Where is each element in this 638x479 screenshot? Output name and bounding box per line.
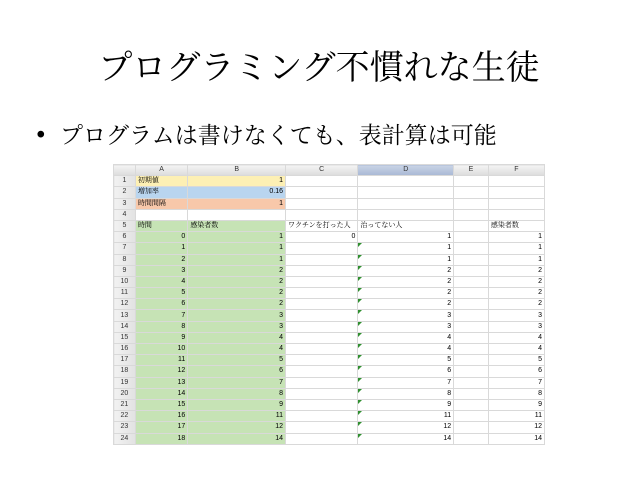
row-number[interactable]: 2 <box>114 187 136 198</box>
table-row <box>114 377 545 388</box>
row-number[interactable]: 21 <box>114 399 136 410</box>
table-row <box>114 187 545 198</box>
cell-d[interactable]: 4 <box>358 332 454 343</box>
cell-b[interactable]: 1 <box>188 198 286 209</box>
table-row <box>114 243 545 254</box>
row-number[interactable]: 17 <box>114 355 136 366</box>
cell-d[interactable]: 12 <box>358 422 454 433</box>
table-row <box>114 276 545 287</box>
table-row <box>114 209 545 220</box>
table-row <box>114 399 545 410</box>
cell-c[interactable] <box>286 332 358 343</box>
row-number[interactable]: 14 <box>114 321 136 332</box>
cell-b[interactable]: 3 <box>188 310 286 321</box>
cell-c[interactable] <box>286 355 358 366</box>
cell-c[interactable]: ワクチンを打った人 <box>286 220 358 231</box>
cell-a[interactable]: 0 <box>135 232 187 243</box>
cell-b[interactable]: 14 <box>188 433 286 444</box>
cell-f[interactable] <box>488 187 544 198</box>
cell-e[interactable] <box>454 399 489 410</box>
cell-f[interactable]: 7 <box>488 377 544 388</box>
cell-d[interactable]: 3 <box>358 321 454 332</box>
cell-f[interactable]: 4 <box>488 332 544 343</box>
cell-b[interactable]: 2 <box>188 276 286 287</box>
cell-e[interactable] <box>454 355 489 366</box>
cell-d[interactable]: 1 <box>358 243 454 254</box>
cell-f[interactable]: 1 <box>488 254 544 265</box>
row-number[interactable]: 10 <box>114 276 136 287</box>
cell-c[interactable] <box>286 321 358 332</box>
cell-f[interactable] <box>488 198 544 209</box>
cell-a[interactable]: 4 <box>135 276 187 287</box>
cell-e[interactable] <box>454 232 489 243</box>
cell-c[interactable] <box>286 299 358 310</box>
cell-c[interactable] <box>286 388 358 399</box>
cell-e[interactable] <box>454 176 489 187</box>
row-number[interactable]: 9 <box>114 265 136 276</box>
cell-a[interactable]: 7 <box>135 310 187 321</box>
row-number[interactable]: 24 <box>114 433 136 444</box>
cell-a[interactable]: 時間 <box>135 220 187 231</box>
cell-e[interactable] <box>454 366 489 377</box>
table-row <box>114 332 545 343</box>
cell-e[interactable] <box>454 433 489 444</box>
cell-f[interactable] <box>488 176 544 187</box>
cell-a[interactable]: 17 <box>135 422 187 433</box>
cell-b[interactable]: 感染者数 <box>188 220 286 231</box>
cell-c[interactable] <box>286 187 358 198</box>
table-row <box>114 411 545 422</box>
cell-c[interactable] <box>286 366 358 377</box>
cell-a[interactable]: 6 <box>135 299 187 310</box>
cell-d[interactable]: 1 <box>358 232 454 243</box>
cell-f[interactable]: 2 <box>488 288 544 299</box>
cell-a[interactable]: 16 <box>135 411 187 422</box>
cell-f[interactable]: 6 <box>488 366 544 377</box>
cell-c[interactable] <box>286 344 358 355</box>
table-row <box>114 198 545 209</box>
cell-c[interactable] <box>286 399 358 410</box>
cell-f[interactable]: 2 <box>488 299 544 310</box>
column-header-a[interactable]: A <box>135 165 187 176</box>
cell-c[interactable] <box>286 411 358 422</box>
bullet-dot: • <box>34 123 48 149</box>
cell-e[interactable] <box>454 243 489 254</box>
cell-c[interactable] <box>286 433 358 444</box>
spreadsheet-body <box>114 176 545 445</box>
slide-title: プログラミング不慣れな生徒 <box>98 48 540 88</box>
cell-c[interactable] <box>286 265 358 276</box>
cell-d[interactable]: 14 <box>358 433 454 444</box>
cell-c[interactable] <box>286 422 358 433</box>
cell-a[interactable]: 11 <box>135 355 187 366</box>
cell-a[interactable]: 5 <box>135 288 187 299</box>
cell-a[interactable]: 2 <box>135 254 187 265</box>
cell-b[interactable]: 1 <box>188 232 286 243</box>
cell-a[interactable]: 10 <box>135 344 187 355</box>
cell-f[interactable]: 2 <box>488 265 544 276</box>
cell-e[interactable] <box>454 265 489 276</box>
cell-a[interactable]: 18 <box>135 433 187 444</box>
cell-b[interactable]: 2 <box>188 299 286 310</box>
cell-b[interactable]: 6 <box>188 366 286 377</box>
cell-b[interactable]: 1 <box>188 254 286 265</box>
row-number[interactable]: 12 <box>114 299 136 310</box>
table-row <box>114 220 545 231</box>
cell-c[interactable]: 0 <box>286 232 358 243</box>
cell-c[interactable] <box>286 310 358 321</box>
cell-f[interactable] <box>488 209 544 220</box>
cell-f[interactable]: 2 <box>488 276 544 287</box>
table-row <box>114 422 545 433</box>
column-header-f[interactable]: F <box>488 165 544 176</box>
cell-c[interactable] <box>286 243 358 254</box>
cell-b[interactable]: 1 <box>188 176 286 187</box>
cell-e[interactable] <box>454 209 489 220</box>
cell-c[interactable] <box>286 198 358 209</box>
cell-b[interactable]: 4 <box>188 332 286 343</box>
table-row <box>114 288 545 299</box>
column-header-row <box>114 165 545 176</box>
cell-f[interactable]: 3 <box>488 310 544 321</box>
row-number[interactable]: 6 <box>114 232 136 243</box>
cell-b[interactable]: 8 <box>188 388 286 399</box>
cell-e[interactable] <box>454 276 489 287</box>
cell-f[interactable]: 感染者数 <box>488 220 544 231</box>
cell-e[interactable] <box>454 332 489 343</box>
column-header-d[interactable]: D <box>358 165 454 176</box>
cell-d[interactable]: 2 <box>358 276 454 287</box>
cell-a[interactable]: 13 <box>135 377 187 388</box>
row-number[interactable]: 4 <box>114 209 136 220</box>
table-row <box>114 344 545 355</box>
cell-a[interactable]: 1 <box>135 243 187 254</box>
cell-e[interactable] <box>454 321 489 332</box>
cell-f[interactable]: 4 <box>488 344 544 355</box>
cell-c[interactable] <box>286 276 358 287</box>
cell-e[interactable] <box>454 198 489 209</box>
cell-f[interactable]: 5 <box>488 355 544 366</box>
cell-a[interactable]: 増加率 <box>135 187 187 198</box>
cell-b[interactable]: 0.16 <box>188 187 286 198</box>
cell-c[interactable] <box>286 254 358 265</box>
cell-b[interactable]: 2 <box>188 265 286 276</box>
cell-d[interactable] <box>358 209 454 220</box>
cell-b[interactable]: 12 <box>188 422 286 433</box>
cell-f[interactable]: 9 <box>488 399 544 410</box>
bullet-text: プログラムは書けなくても、表計算は可能 <box>60 123 497 149</box>
cell-c[interactable] <box>286 176 358 187</box>
table-row <box>114 254 545 265</box>
row-number[interactable]: 5 <box>114 220 136 231</box>
table-row <box>114 388 545 399</box>
cell-a[interactable]: 15 <box>135 399 187 410</box>
cell-b[interactable]: 3 <box>188 321 286 332</box>
table-row <box>114 265 545 276</box>
table-row <box>114 310 545 321</box>
cell-e[interactable] <box>454 299 489 310</box>
cell-a[interactable]: 初期値 <box>135 176 187 187</box>
row-number[interactable]: 1 <box>114 176 136 187</box>
corner-cell[interactable] <box>114 165 136 176</box>
row-number[interactable]: 20 <box>114 388 136 399</box>
cell-d[interactable]: 2 <box>358 299 454 310</box>
cell-b[interactable]: 1 <box>188 243 286 254</box>
cell-e[interactable] <box>454 422 489 433</box>
cell-e[interactable] <box>454 310 489 321</box>
row-number[interactable]: 22 <box>114 411 136 422</box>
cell-e[interactable] <box>454 377 489 388</box>
cell-d[interactable]: 6 <box>358 366 454 377</box>
table-row <box>114 433 545 444</box>
row-number[interactable]: 18 <box>114 366 136 377</box>
cell-e[interactable] <box>454 388 489 399</box>
cell-d[interactable]: 5 <box>358 355 454 366</box>
cell-f[interactable]: 14 <box>488 433 544 444</box>
cell-b[interactable] <box>188 209 286 220</box>
row-number[interactable]: 13 <box>114 310 136 321</box>
cell-b[interactable]: 5 <box>188 355 286 366</box>
cell-f[interactable]: 1 <box>488 243 544 254</box>
cell-b[interactable]: 2 <box>188 288 286 299</box>
cell-f[interactable]: 11 <box>488 411 544 422</box>
cell-f[interactable]: 3 <box>488 321 544 332</box>
row-number[interactable]: 7 <box>114 243 136 254</box>
cell-e[interactable] <box>454 254 489 265</box>
cell-d[interactable]: 9 <box>358 399 454 410</box>
cell-d[interactable] <box>358 198 454 209</box>
cell-f[interactable]: 1 <box>488 232 544 243</box>
row-number[interactable]: 23 <box>114 422 136 433</box>
cell-d[interactable]: 11 <box>358 411 454 422</box>
cell-d[interactable]: 3 <box>358 310 454 321</box>
spreadsheet-screenshot <box>113 164 545 455</box>
cell-d[interactable]: 4 <box>358 344 454 355</box>
row-number[interactable]: 11 <box>114 288 136 299</box>
column-header-c[interactable]: C <box>286 165 358 176</box>
bullet-item <box>34 117 497 150</box>
cell-d[interactable]: 2 <box>358 288 454 299</box>
cell-a[interactable]: 8 <box>135 321 187 332</box>
table-row <box>114 299 545 310</box>
table-row <box>114 321 545 332</box>
cell-f[interactable]: 12 <box>488 422 544 433</box>
cell-e[interactable] <box>454 411 489 422</box>
cell-d[interactable] <box>358 176 454 187</box>
cell-d[interactable] <box>358 187 454 198</box>
cell-e[interactable] <box>454 220 489 231</box>
cell-a[interactable]: 3 <box>135 265 187 276</box>
cell-a[interactable] <box>135 209 187 220</box>
cell-e[interactable] <box>454 187 489 198</box>
cell-c[interactable] <box>286 209 358 220</box>
column-header-b[interactable]: B <box>188 165 286 176</box>
cell-b[interactable]: 4 <box>188 344 286 355</box>
row-number[interactable]: 16 <box>114 344 136 355</box>
cell-a[interactable]: 時間間隔 <box>135 198 187 209</box>
cell-d[interactable]: 7 <box>358 377 454 388</box>
column-header-e[interactable]: E <box>454 165 489 176</box>
row-number[interactable]: 15 <box>114 332 136 343</box>
row-number[interactable]: 3 <box>114 198 136 209</box>
cell-b[interactable]: 11 <box>188 411 286 422</box>
cell-d[interactable]: 2 <box>358 265 454 276</box>
cell-d[interactable]: 8 <box>358 388 454 399</box>
cell-a[interactable]: 12 <box>135 366 187 377</box>
cell-f[interactable]: 8 <box>488 388 544 399</box>
cell-b[interactable]: 9 <box>188 399 286 410</box>
table-row <box>114 366 545 377</box>
cell-e[interactable] <box>454 344 489 355</box>
table-row <box>114 232 545 243</box>
row-number[interactable]: 8 <box>114 254 136 265</box>
table-row <box>114 355 545 366</box>
table-row <box>114 176 545 187</box>
cell-a[interactable]: 9 <box>135 332 187 343</box>
spreadsheet-grid <box>113 164 545 445</box>
cell-c[interactable] <box>286 288 358 299</box>
cell-d[interactable]: 治ってない人 <box>358 220 454 231</box>
cell-a[interactable]: 14 <box>135 388 187 399</box>
cell-c[interactable] <box>286 377 358 388</box>
cell-e[interactable] <box>454 288 489 299</box>
cell-d[interactable]: 1 <box>358 254 454 265</box>
cell-b[interactable]: 7 <box>188 377 286 388</box>
row-number[interactable]: 19 <box>114 377 136 388</box>
